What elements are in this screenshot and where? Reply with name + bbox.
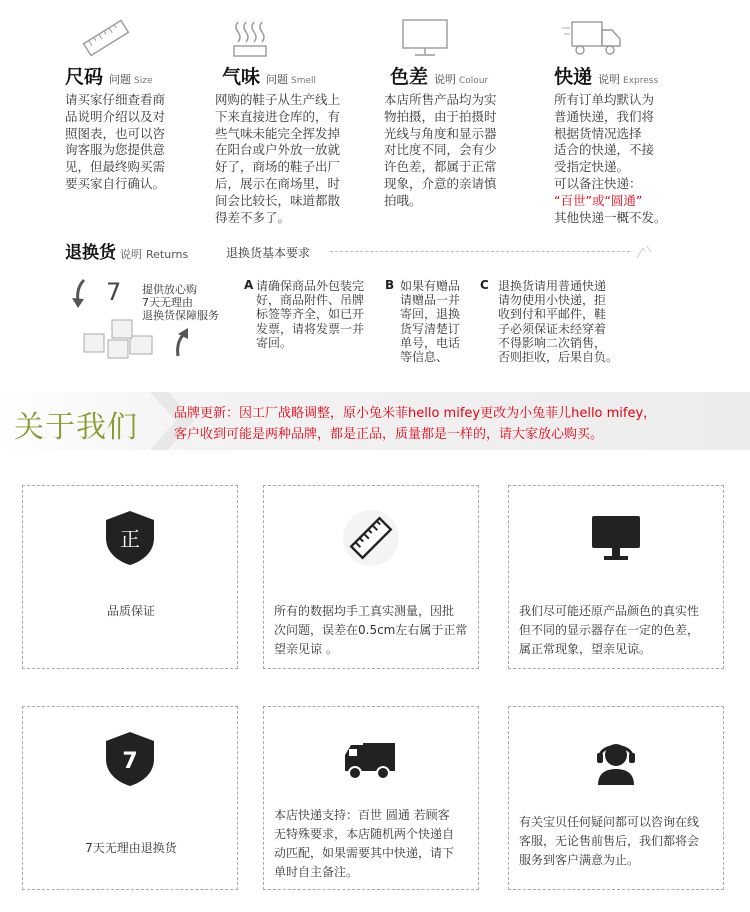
arrow-up-icon xyxy=(170,326,192,358)
monitor-icon xyxy=(393,16,457,60)
truck-icon xyxy=(341,729,401,789)
card-quality-text: 品质保证 xyxy=(106,604,155,618)
quality-shield-icon xyxy=(100,508,160,568)
smell-title: 气味 问题 Smell xyxy=(222,66,317,88)
truck-icon xyxy=(560,16,624,60)
about-title: 关于我们 xyxy=(14,410,138,445)
seven-day-shield-icon xyxy=(100,729,160,789)
condition-letter-a: A xyxy=(244,278,254,292)
condition-letter-c: C xyxy=(480,278,489,292)
shield-glyph: 7 xyxy=(122,749,138,774)
ruler-icon xyxy=(74,16,138,60)
smell-icon xyxy=(218,16,282,60)
card-express xyxy=(263,706,479,890)
card-express-text: 本店快递支持：百世 圆通 若顾客 无特殊要求，本店随机两个快递自 动匹配，如果需要其中快递，请下 单时自主备注。 xyxy=(274,808,455,879)
shield-glyph: 正 xyxy=(120,527,140,551)
colour-text: 本店所售产品均为实 物拍摄，由于拍摄时 光线与角度和显示器 对比度不同，会有少 许色差，都属于正常 现象，介意的亲请慎 拍哦。 xyxy=(384,92,497,208)
returns-title: 退换货 说明 Returns xyxy=(65,243,189,263)
arrow-down-icon xyxy=(70,278,92,310)
size-title: 尺码 问题 Size xyxy=(65,66,153,88)
card-colour xyxy=(508,485,724,669)
condition-b: 如果有赠品 请赠品一并 寄回，退换 货写清楚订 单号，电话 等信息、 xyxy=(400,279,461,365)
seven-number: 7 xyxy=(106,278,122,306)
condition-letter-b: B xyxy=(385,278,395,292)
card-colour-text: 我们尽可能还原产品颜色的真实性 但不同的显示器存在一定的色差， 属正常现象，望亲见谅。 xyxy=(519,604,700,656)
divider xyxy=(330,251,630,252)
card-quality xyxy=(22,485,238,669)
smell-text: 网购的鞋子从生产线上 下来直接进仓库的，有 些气味未能完全挥发掉 在阳台或户外放一放就 好了，商场的鞋子出厂 后，展示在商场里，时 间会比较长，味道都散 得差不多了。 xyxy=(215,92,341,225)
promise-text: 提供放心购 7天无理由 退换货保障服务 xyxy=(142,283,219,322)
condition-c: 退换货请用普通快递 请勿使用小快递，拒 收到付和平邮件，鞋 子必须保证未经穿着 不得影响二次销售， 否则拒收，后果自负。 xyxy=(498,279,619,365)
monitor-icon xyxy=(586,508,646,568)
card-measurement xyxy=(263,485,479,669)
returns-basic-label: 退换货基本要求 xyxy=(226,246,311,260)
express-text: 所有订单均默认为 普通快递，我们将 根据货情况选择 适合的快递，不接 受指定快递。 可以备注快递： “百世”或“圆通” 其他快递一概不发。 xyxy=(554,92,667,225)
sparkle-icon xyxy=(633,244,655,260)
condition-a: 请确保商品外包装完 好，商品附件、吊牌 标签等齐全，如已开 发票，请将发票一并 寄回。 xyxy=(256,279,365,350)
card-seven-day xyxy=(22,706,238,890)
card-service xyxy=(508,706,724,890)
brand-notice: 品牌更新：因工厂战略调整，原小兔米菲hello mifey更改为小兔菲儿hello mifey， 客户收到可能是两种品牌，都是正品，质量都是一样的，请大家放心购买。 xyxy=(174,406,657,442)
express-title: 快递 说明 Express xyxy=(554,66,659,88)
card-seven-day-text: 7天无理由退换货 xyxy=(85,841,177,855)
ruler-icon xyxy=(341,508,401,568)
size-text: 请买家仔细查看商 品说明介绍以及对 照图表，也可以咨 询客服为您提供意 见，但最终购买需 要买家自行确认。 xyxy=(65,92,166,191)
colour-title: 色差 说明 Colour xyxy=(390,66,489,88)
headset-icon xyxy=(586,729,646,789)
card-measurement-text: 所有的数据均手工真实测量，因批 次问题，误差在0.5cm左右属于正常 望亲见谅 。 xyxy=(274,604,468,656)
card-service-text: 有关宝贝任何疑问都可以咨询在线 客服，无论售前售后，我们都将会 服务到客户满意为止。 xyxy=(519,815,700,867)
